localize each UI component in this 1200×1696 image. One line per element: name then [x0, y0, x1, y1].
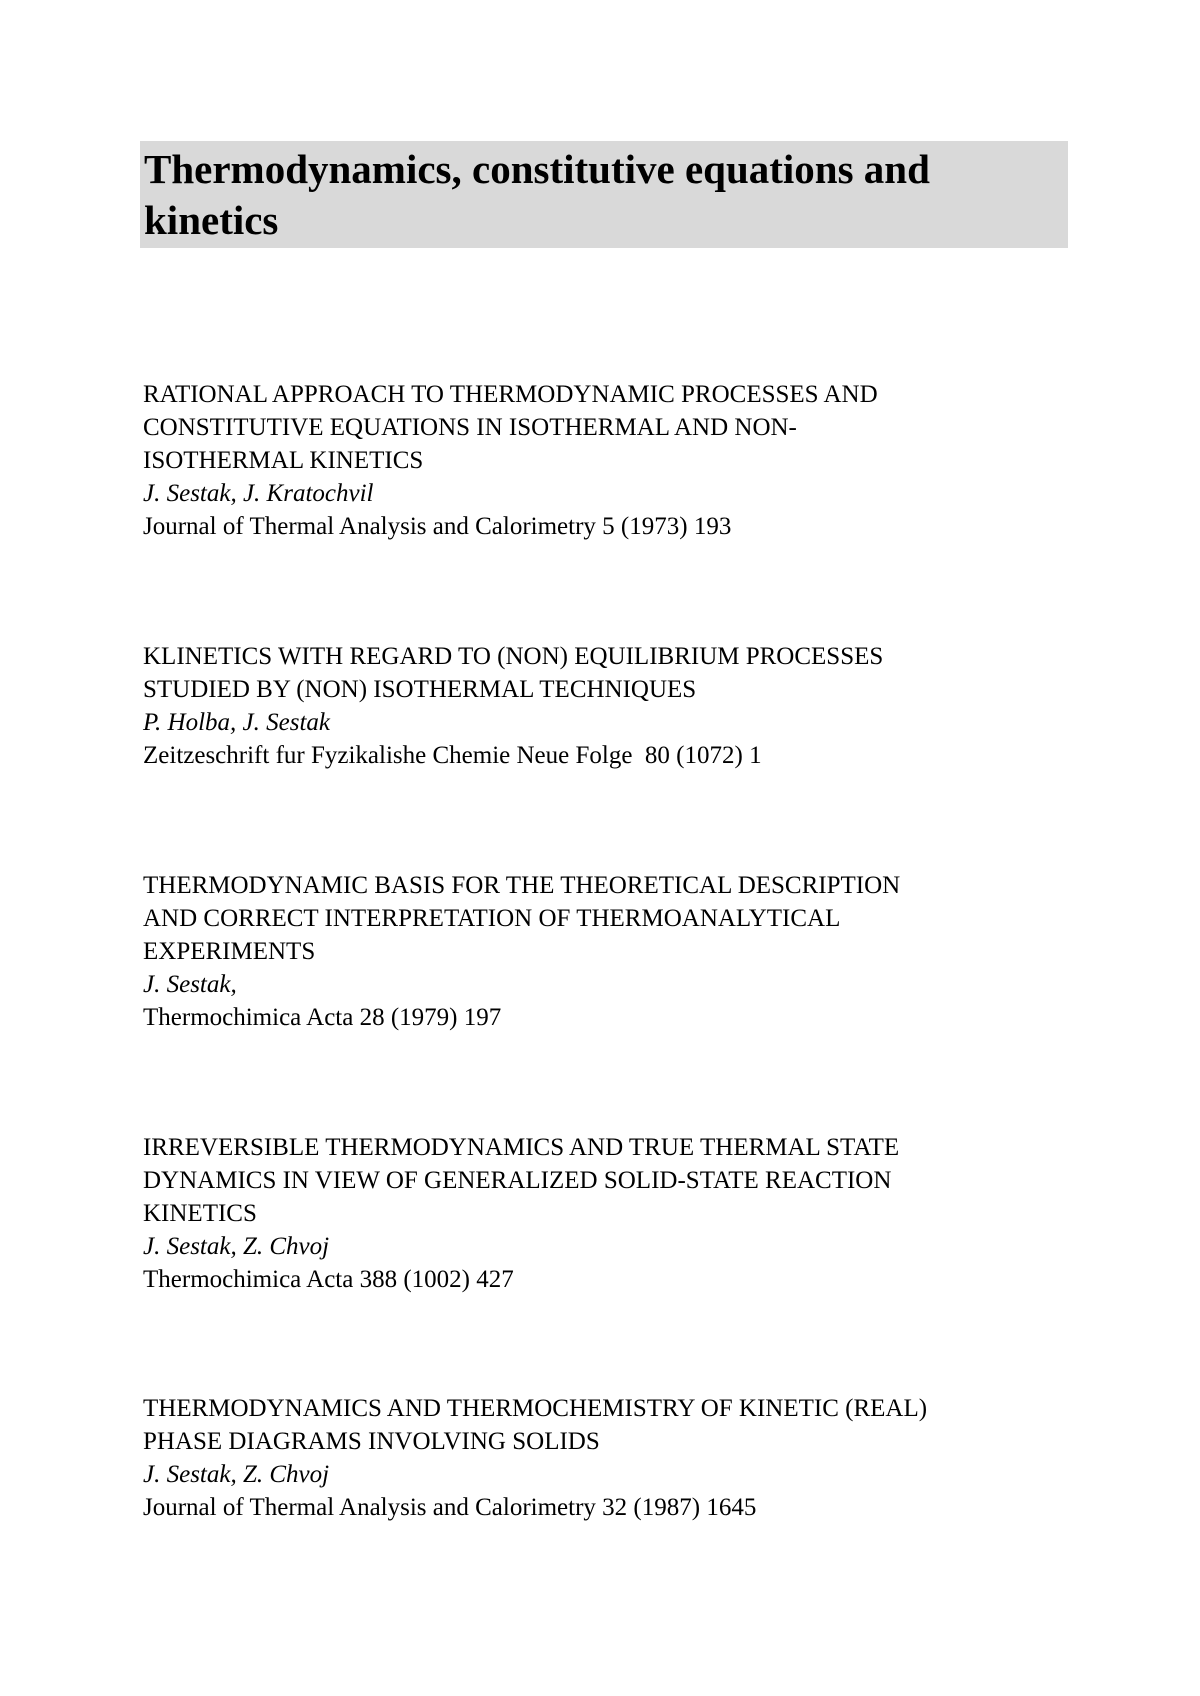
reference-source: Zeitzeschrift fur Fyzikalishe Chemie Neue Folge 80 (1072) 1: [143, 742, 762, 769]
reference-title-line: KLINETICS WITH REGARD TO (NON) EQUILIBRIUM PROCESSES: [143, 643, 884, 670]
page-title: Thermodynamics, constitutive equations and kinetics: [144, 146, 930, 243]
reference-title-line: IRREVERSIBLE THERMODYNAMICS AND TRUE THERMAL STATE: [143, 1134, 900, 1161]
reference-authors: J. Sestak, Z. Chvoj: [143, 1233, 330, 1260]
reference-title-line: DYNAMICS IN VIEW OF GENERALIZED SOLID-STATE REACTION: [143, 1167, 892, 1194]
reference-authors: J. Sestak, J. Kratochvil: [143, 480, 374, 507]
reference-entry: [143, 1392, 1063, 1524]
reference-title-line: ISOTHERMAL KINETICS: [143, 447, 424, 474]
reference-title-line: RATIONAL APPROACH TO THERMODYNAMIC PROCESSES AND: [143, 381, 878, 408]
reference-title-line: AND CORRECT INTERPRETATION OF THERMOANALYTICAL: [143, 905, 841, 932]
reference-title-line: STUDIED BY (NON) ISOTHERMAL TECHNIQUES: [143, 676, 697, 703]
reference-entry: [143, 378, 1063, 543]
reference-title: [143, 1392, 1063, 1458]
reference-title: [143, 869, 1063, 968]
reference-entry: [143, 869, 1063, 1034]
reference-title-line: PHASE DIAGRAMS INVOLVING SOLIDS: [143, 1428, 600, 1455]
reference-source: Thermochimica Acta 28 (1979) 197: [143, 1004, 502, 1031]
reference-entry: [143, 640, 1063, 772]
reference-title-line: THERMODYNAMICS AND THERMOCHEMISTRY OF KINETIC (REAL): [143, 1395, 928, 1422]
reference-title-line: KINETICS: [143, 1200, 257, 1227]
reference-title-line: EXPERIMENTS: [143, 938, 316, 965]
reference-source: Journal of Thermal Analysis and Calorimetry 32 (1987) 1645: [143, 1494, 757, 1521]
reference-authors: J. Sestak, Z. Chvoj: [143, 1461, 330, 1488]
reference-title-line: CONSTITUTIVE EQUATIONS IN ISOTHERMAL AND NON-: [143, 414, 797, 441]
reference-title: [143, 640, 1063, 706]
reference-authors: P. Holba, J. Sestak: [143, 709, 331, 736]
reference-source: Journal of Thermal Analysis and Calorimetry 5 (1973) 193: [143, 513, 732, 540]
reference-authors: J. Sestak,: [143, 971, 237, 998]
reference-title: [143, 378, 1063, 477]
reference-source: Thermochimica Acta 388 (1002) 427: [143, 1266, 514, 1293]
reference-entry: [143, 1131, 1063, 1296]
reference-title-line: THERMODYNAMIC BASIS FOR THE THEORETICAL DESCRIPTION: [143, 872, 901, 899]
reference-title: [143, 1131, 1063, 1230]
heading-box: [140, 141, 1068, 248]
